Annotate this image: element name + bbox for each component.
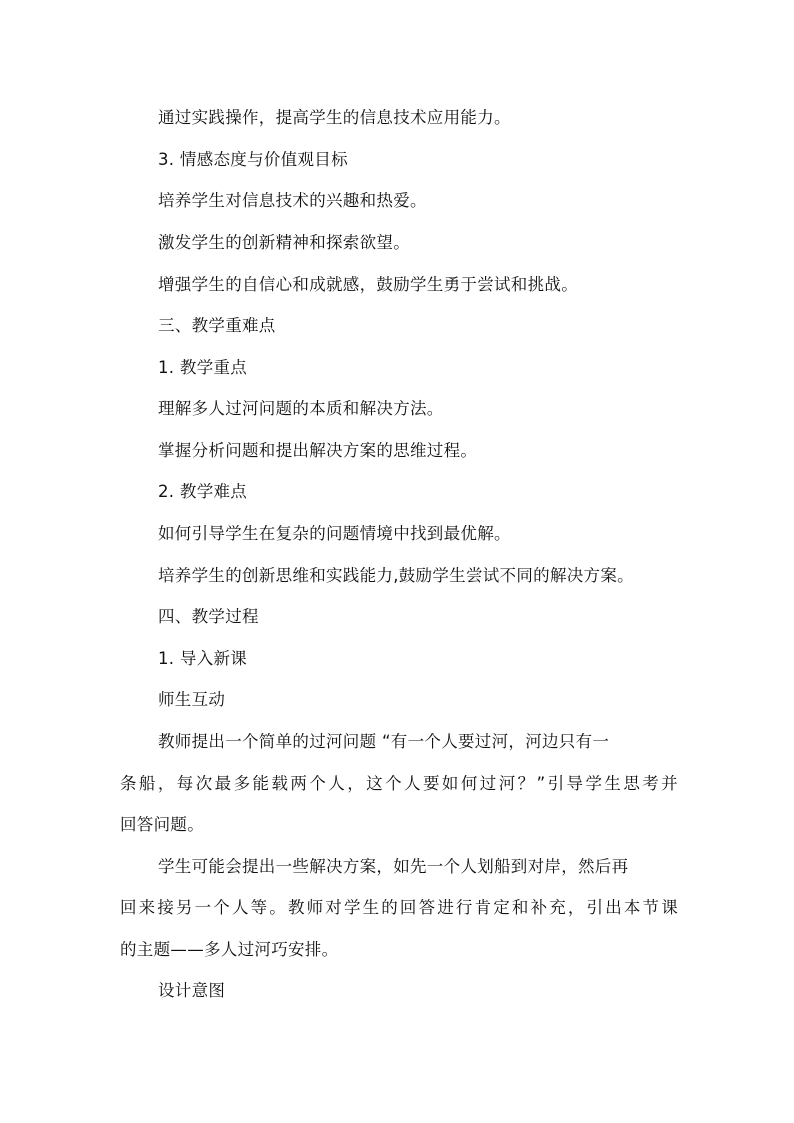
paragraph-line: 条船，每次最多能载两个人，这个人要如何过河？”引导学生思考并 — [120, 774, 678, 793]
text-line: 通过实践操作，提高学生的信息技术应用能力。 — [158, 108, 511, 127]
chapter-heading: 四、教学过程 — [158, 607, 259, 626]
section-heading: 2. 教学难点 — [158, 482, 248, 501]
text-line: 激发学生的创新精神和探索欲望。 — [158, 233, 410, 252]
paragraph-line: 教师提出一个简单的过河问题 “有一个人要过河，河边只有一 — [158, 732, 610, 751]
section-heading: 3. 情感态度与价值观目标 — [158, 150, 348, 169]
text-line: 如何引导学生在复杂的问题情境中找到最优解。 — [158, 524, 511, 543]
text-line: 培养学生的创新思维和实践能力,鼓励学生尝试不同的解决方案。 — [158, 566, 634, 585]
section-heading: 1. 教学重点 — [158, 358, 248, 377]
chapter-heading: 三、教学重难点 — [158, 316, 276, 335]
text-line: 理解多人过河问题的本质和解决方法。 — [158, 399, 444, 418]
paragraph-line: 回来接另一个人等。教师对学生的回答进行肯定和补充，引出本节课 — [120, 898, 678, 917]
text-line: 掌握分析问题和提出解决方案的思维过程。 — [158, 441, 478, 460]
paragraph-line: 学生可能会提出一些解决方案，如先一个人划船到对岸，然后再 — [158, 857, 629, 876]
paragraph-line: 的主题——多人过河巧安排。 — [120, 940, 339, 959]
text-line: 增强学生的自信心和成就感，鼓励学生勇于尝试和挑战。 — [158, 275, 578, 294]
subsection-heading: 设计意图 — [158, 981, 226, 1000]
subsection-heading: 师生互动 — [158, 690, 226, 709]
text-line: 培养学生对信息技术的兴趣和热爱。 — [158, 191, 427, 210]
paragraph-line: 回答问题。 — [120, 815, 204, 834]
section-heading: 1. 导入新课 — [158, 649, 248, 668]
